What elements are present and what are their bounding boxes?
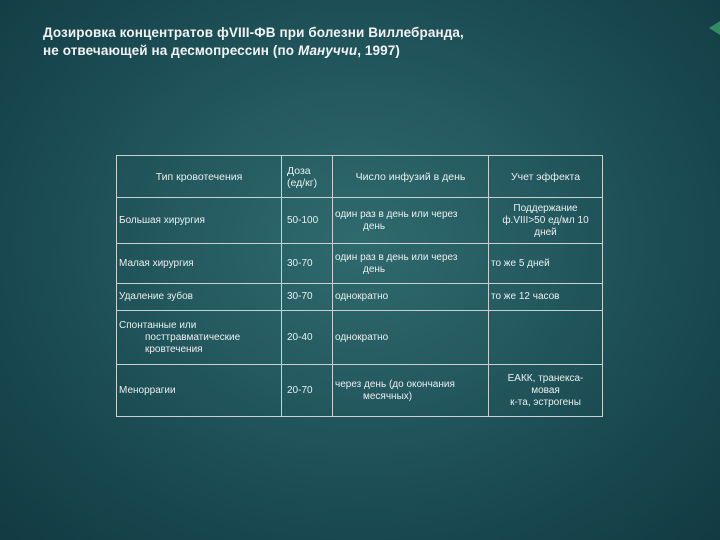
cell-effect-line3: к-та, эстрогены [510,396,581,408]
cell-effect [489,365,603,417]
cell-type-line1: Спонтанные или [119,319,197,331]
table-row [117,284,603,311]
table-row [117,244,603,284]
cell-type [117,311,282,365]
cell-dose: 20-40 [282,311,333,365]
title-author: Мануччи [297,43,358,58]
cell-type-line3: кровтечения [145,343,203,355]
cell-effect [489,198,603,244]
cell-dose: 30-70 [282,244,333,284]
cell-effect-line3: дней [534,226,557,238]
cell-infusions-line1: один раз в день или через [335,208,458,220]
title-line-2-suffix: , 1997) [357,43,400,58]
cell-type [117,365,282,417]
table-header-row [117,156,603,198]
title-line-1: Дозировка концентратов фVIII-ФВ при болезни Виллебранда, [43,25,464,40]
header-dose: Доза (ед/кг) [282,156,333,198]
header-infusions: Число инфузий в день [333,156,489,198]
cell-infusions-line2: день [363,220,386,232]
cell-infusions [333,198,489,244]
cell-infusions: однократно [333,311,489,365]
cell-dose: 50-100 [282,198,333,244]
cell-infusions-line1: один раз в день или через [335,251,458,263]
cell-type-text: Меноррагии [119,384,176,396]
title-line-2-prefix: не отвечающей на десмопрессин (по [43,43,298,58]
cell-infusions [333,365,489,417]
cell-infusions: однократно [333,284,489,311]
cell-effect-line1: то же 5 дней [491,257,550,269]
table-row [117,365,603,417]
corner-arrow-icon [709,21,720,35]
cell-infusions [333,244,489,284]
cell-effect-line2: мовая [531,384,560,396]
cell-effect [489,244,603,284]
cell-effect-line1: Поддержание [513,202,578,214]
cell-type-text: Удаление зубов [119,291,193,302]
cell-effect: то же 12 часов [489,284,603,311]
table-row [117,311,603,365]
cell-type [117,284,282,311]
cell-infusions-line1: через день (до окончания [335,378,455,390]
header-effect: Учет эффекта [489,156,603,198]
cell-infusions-line2: день [363,263,386,275]
cell-type [117,198,282,244]
cell-type-line2: посттравматические [145,331,241,343]
cell-type [117,244,282,284]
title-line-2 [43,42,683,60]
cell-infusions-line2: месячных) [363,390,413,402]
cell-dose: 30-70 [282,284,333,311]
cell-type-text: Малая хирургия [119,257,194,269]
cell-effect-line2: ф.VIII>50 ед/мл 10 [502,214,589,226]
cell-effect [489,311,603,365]
cell-dose: 20-70 [282,365,333,417]
slide-title [43,24,683,60]
cell-effect-line1: ЕАКК, транекса- [507,372,584,384]
table-row [117,198,603,244]
cell-type-text: Большая хирургия [119,214,205,226]
dosage-table [116,155,603,417]
header-type: Тип кровотечения [117,156,282,198]
